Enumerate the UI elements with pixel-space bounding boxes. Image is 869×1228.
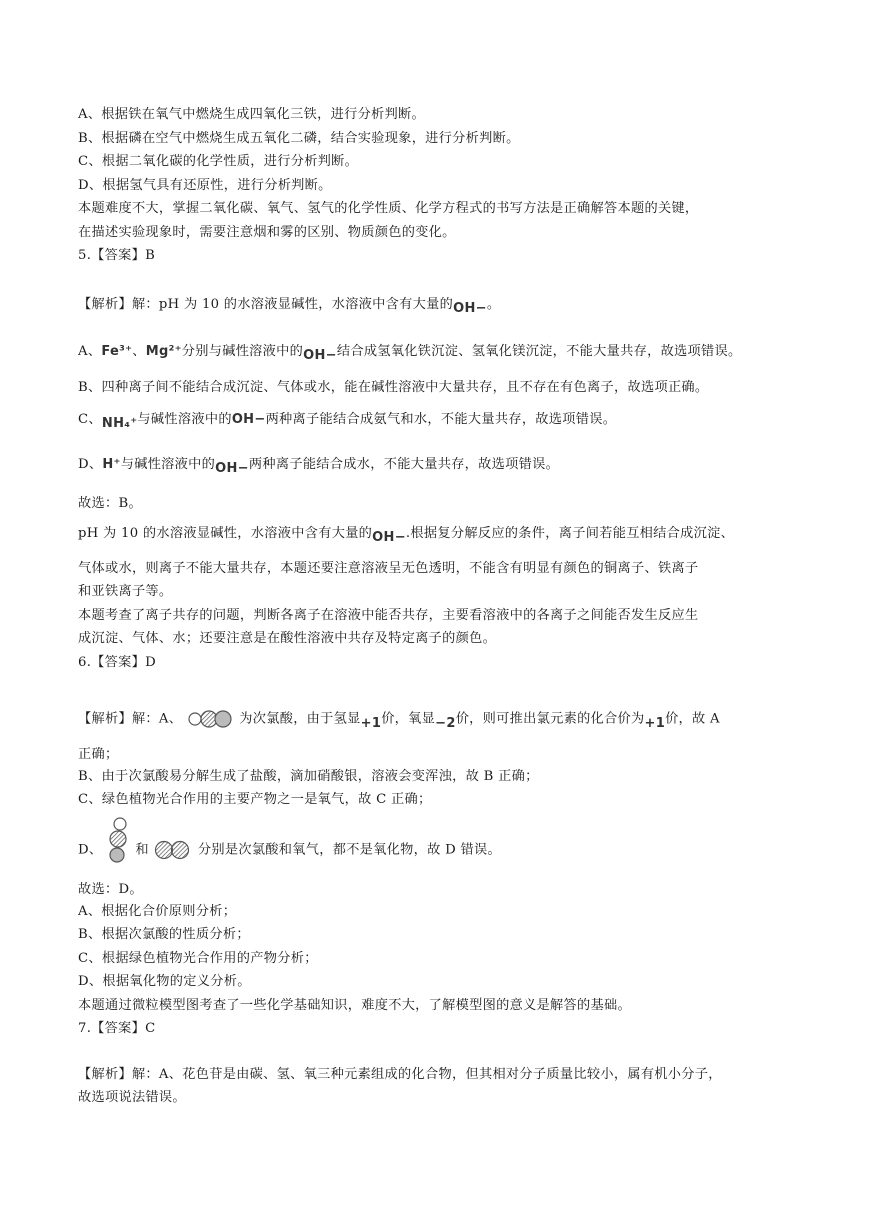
valence-plus1: +1	[644, 715, 666, 731]
text-segment: 分别是次氯酸和氧气，都不是氧化物，故 D 错误。	[197, 842, 501, 858]
text-line	[78, 296, 500, 314]
formula-nh4: NH₄⁺	[101, 416, 138, 431]
text-line: D、根据氢气具有还原性，进行分析判断。	[78, 178, 332, 193]
answer-heading: 5.【答案】B	[78, 248, 156, 263]
text-line: 【解析】解：A、花色苷是由碳、氢、氧三种元素组成的化合物，但其相对分子质量比较小，属有机小分子，	[78, 1067, 722, 1082]
text-segment: .根据复分解反应的条件，离子间若能互相结合成沉淀、	[405, 526, 735, 541]
text-line: 和亚铁离子等。	[78, 584, 173, 599]
valence-minus2: −2	[435, 715, 456, 731]
text-segment: D、	[78, 457, 103, 472]
formula-mg: Mg²⁺	[145, 344, 182, 359]
text-line: 气体或水，则离子不能大量共存，本题还要注意溶液呈无色透明，不能含有明显有颜色的铜离子、铁离子	[78, 561, 699, 576]
text-segment: 结合成氢氧化铁沉淀、氢氧化镁沉淀，不能大量共存，故选项错误。	[336, 344, 742, 359]
hypochlorous-acid-vertical-molecule-icon	[107, 817, 131, 865]
text-line: 故选项说法错误。	[78, 1090, 186, 1105]
formula-h: H⁺	[102, 457, 121, 472]
formula-oh: OH−	[453, 301, 487, 316]
text-segment: 两种离子能结合成氨气和水，不能大量共存，故选项错误。	[265, 412, 617, 427]
text-line: B、由于次氯酸易分解生成了盐酸，滴加硝酸银，溶液会变浑浊，故 B 正确；	[78, 769, 539, 784]
text-segment: 和	[135, 842, 149, 858]
text-line: 故选：B。	[78, 496, 142, 511]
text-line: 在描述实验现象时，需要注意烟和雾的区别、物质颜色的变化。	[78, 225, 456, 240]
text-line: A、根据化合价原则分析；	[78, 904, 237, 919]
formula-fe: Fe³⁺	[101, 344, 133, 359]
text-segment: 价，故 A	[665, 711, 720, 727]
text-segment: D、	[78, 842, 103, 858]
text-line	[78, 456, 559, 474]
text-line: C、根据绿色植物光合作用的产物分析；	[78, 951, 318, 966]
text-segment: 。	[486, 297, 501, 312]
answer-heading: 7.【答案】C	[78, 1021, 156, 1036]
text-line: C、绿色植物光合作用的主要产物之一是氧气，故 C 正确；	[78, 792, 432, 807]
text-line: C、根据二氧化碳的化学性质，进行分析判断。	[78, 154, 359, 169]
text-segment: 【解析】解：pH 为 10 的水溶液显碱性，水溶液中含有大量的	[78, 297, 454, 312]
text-segment: 为次氯酸，由于氢显	[239, 711, 361, 727]
answer-heading: 6.【答案】D	[78, 655, 157, 670]
text-line: A、根据铁在氧气中燃烧生成四氧化三铁，进行分析判断。	[78, 107, 426, 122]
valence-plus1: +1	[360, 715, 382, 731]
text-segment: 与碱性溶液中的	[137, 412, 232, 427]
text-segment: C、	[78, 412, 102, 427]
text-line	[78, 835, 501, 865]
text-line	[78, 525, 734, 543]
text-segment: 两种离子能结合成水，不能大量共存，故选项错误。	[248, 457, 560, 472]
oxygen-molecule-icon	[153, 840, 193, 860]
text-line: B、四种离子间不能结合成沉淀、气体或水，能在碱性溶液中大量共存，且不存在有色离子，故选项正确。	[78, 380, 709, 395]
text-line: 成沉淀、气体、水；还要注意是在酸性溶液中共存及特定离子的颜色。	[78, 631, 497, 646]
text-segment: 【解析】解：A、	[78, 711, 183, 727]
text-segment: pH 为 10 的水溶液显碱性，水溶液中含有大量的	[78, 526, 373, 541]
text-line: 本题难度不大，掌握二氧化碳、氧气、氢气的化学性质、化学方程式的书写方法是正确解答本题的关键，	[78, 201, 699, 216]
text-line	[78, 709, 720, 729]
text-segment: 价，氧显	[381, 711, 436, 727]
text-segment: 、	[132, 344, 146, 359]
hypochlorous-acid-molecule-icon	[187, 709, 235, 729]
text-line: D、根据氧化物的定义分析。	[78, 974, 251, 989]
text-segment: 与碱性溶液中的	[120, 457, 216, 472]
text-line: 正确；	[78, 747, 119, 762]
text-line: 故选：D。	[78, 882, 143, 897]
text-line: 本题通过微粒模型图考查了一些化学基础知识，难度不大，了解模型图的意义是解答的基础。	[78, 998, 631, 1013]
formula-oh: OH−	[231, 412, 266, 427]
text-segment: 分别与碱性溶液中的	[181, 344, 304, 359]
text-segment: 价，则可推出氯元素的化合价为	[455, 711, 645, 727]
text-line	[78, 343, 742, 361]
text-line: B、根据次氯酸的性质分析；	[78, 927, 250, 942]
formula-oh: OH−	[372, 530, 406, 545]
text-segment: A、	[78, 344, 102, 359]
formula-oh: OH−	[303, 348, 337, 363]
text-line: 本题考查了离子共存的问题，判断各离子在溶液中能否共存，主要看溶液中的各离子之间能否发生反应生	[78, 608, 699, 623]
text-line: B、根据磷在空气中燃烧生成五氧化二磷，结合实验现象，进行分析判断。	[78, 131, 520, 146]
formula-oh: OH−	[215, 461, 249, 476]
text-line	[78, 411, 616, 429]
